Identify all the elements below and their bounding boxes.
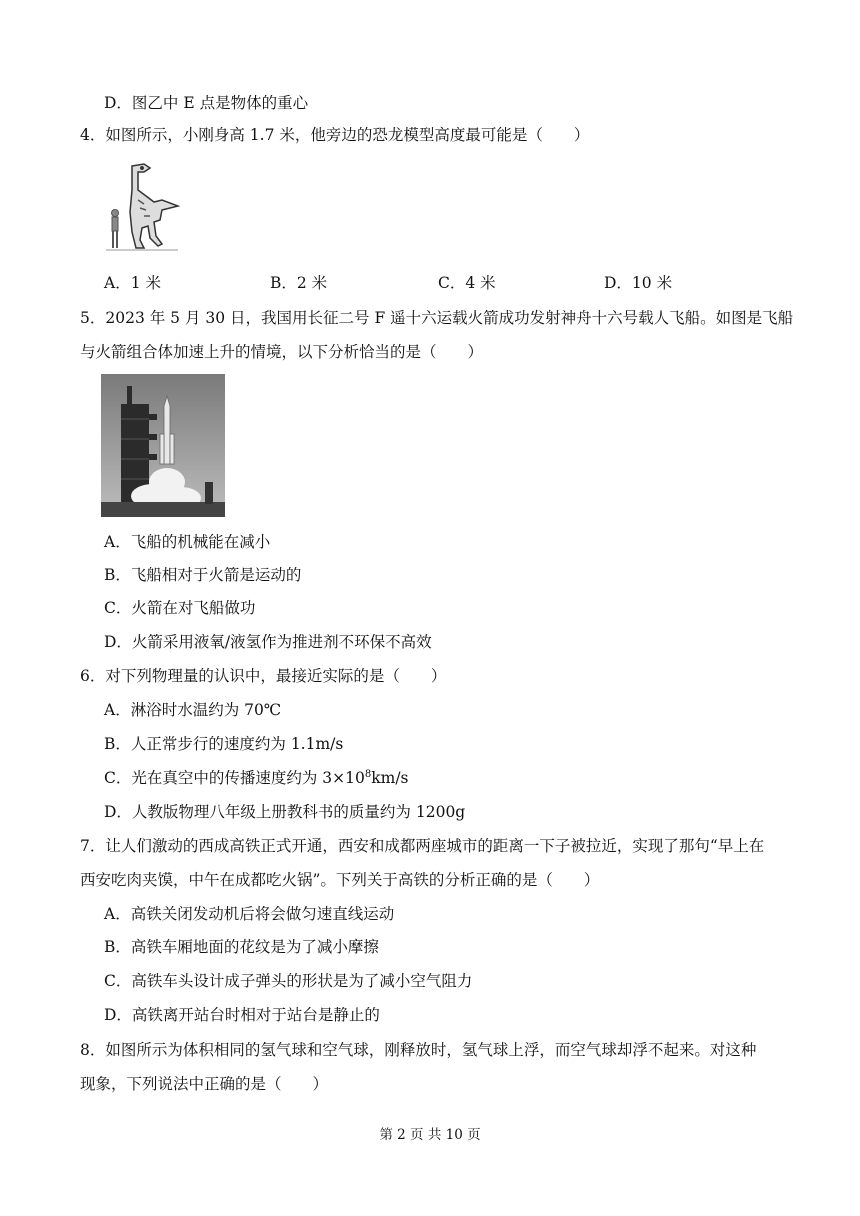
q6-option-d: D．人教版物理八年级上册教科书的质量约为 1200g [104, 803, 466, 821]
q6-option-a: A．淋浴时水温约为 70℃ [104, 701, 282, 719]
q5-option-b: B．飞船相对于火箭是运动的 [104, 566, 302, 584]
q3-option-d: D．图乙中 E 点是物体的重心 [104, 94, 309, 112]
q4-options [104, 272, 744, 294]
dinosaur-figure [130, 164, 178, 248]
q4-dinosaur-figure [104, 160, 180, 256]
q5-stem-line2: 与火箭组合体加速上升的情境，以下分析恰当的是（ ） [80, 343, 484, 361]
q4-option-c: C．4 米 [438, 274, 496, 292]
q5-option-d: D．火箭采用液氧/液氢作为推进剂不环保不高效 [104, 633, 432, 651]
q6-option-c-exponent: 8 [364, 768, 372, 780]
q7-option-c: C．高铁车头设计成子弹头的形状是为了减小空气阻力 [104, 972, 473, 990]
q5-stem-line1: 5．2023 年 5 月 30 日，我国用长征二号 F 遥十六运载火箭成功发射神舟十六号载人飞船。如图是飞船 [80, 309, 794, 327]
q7-stem-line2: 西安吃肉夹馍，中午在成都吃火锅”。下列关于高铁的分析正确的是（ ） [80, 871, 600, 889]
q6-stem: 6．对下列物理量的认识中，最接近实际的是（ ） [80, 667, 447, 685]
q7-stem-line1: 7．让人们激动的西成高铁正式开通，西安和成都两座城市的距离一下子被拉近，实现了那句“早上在 [80, 837, 765, 855]
q6-option-b: B．人正常步行的速度约为 1.1m/s [104, 735, 344, 753]
q5-option-a: A．飞船的机械能在减小 [104, 533, 271, 551]
q4-option-a: A．1 米 [104, 274, 161, 292]
q5-rocket-photo [101, 374, 225, 517]
q7-option-d: D．高铁离开站台时相对于站台是静止的 [104, 1006, 380, 1024]
man-figure [112, 210, 119, 249]
page-footer: 第 2 页 共 10 页 [379, 1127, 481, 1143]
q4-option-b: B．2 米 [270, 274, 328, 292]
q7-option-a: A．高铁关闭发动机后将会做匀速直线运动 [104, 905, 395, 923]
q4-stem: 4．如图所示，小刚身高 1.7 米，他旁边的恐龙模型高度最可能是（ ） [80, 126, 590, 144]
q6-option-c-unit: km/s [371, 769, 409, 787]
q6-option-c [104, 767, 409, 789]
q5-option-c: C．火箭在对飞船做功 [104, 599, 256, 617]
q6-option-c-text: C．光在真空中的传播速度约为 3×10 [104, 769, 365, 787]
q8-stem-line2: 现象，下列说法中正确的是（ ） [80, 1075, 329, 1093]
q4-option-d: D．10 米 [604, 274, 673, 292]
q8-stem-line1: 8．如图所示为体积相同的氢气球和空气球，刚释放时，氢气球上浮，而空气球却浮不起来。对这种 [80, 1041, 757, 1059]
q7-option-b: B．高铁车厢地面的花纹是为了减小摩擦 [104, 938, 379, 956]
